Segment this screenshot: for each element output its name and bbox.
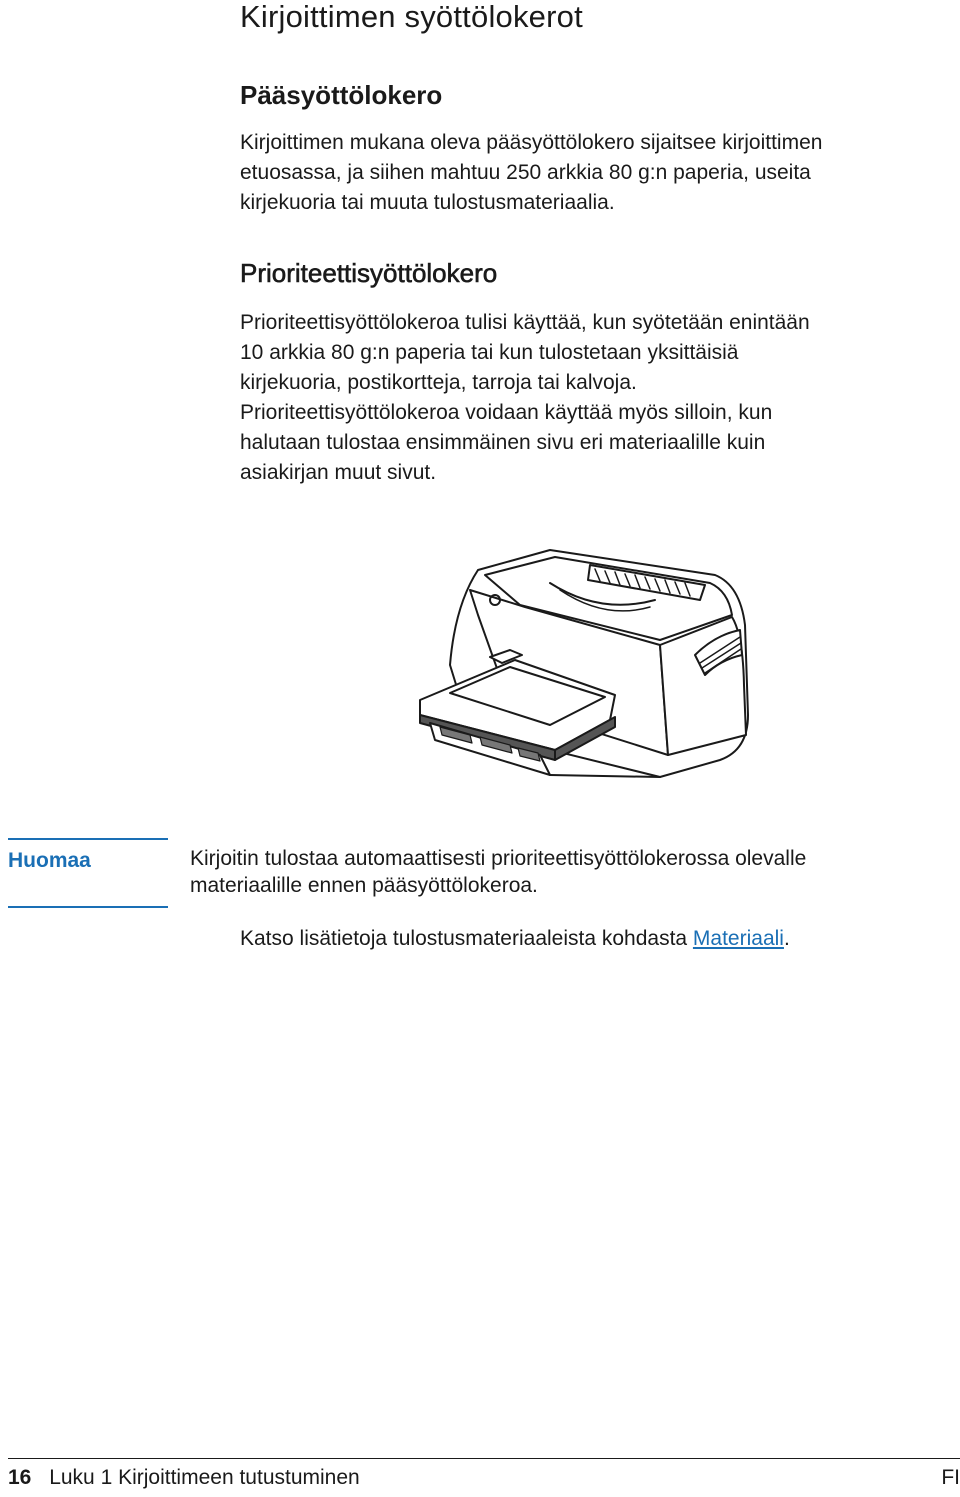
- paragraph-line: Prioriteettisyöttölokeroa tulisi käyttää, kun syötetään enintään: [240, 311, 810, 334]
- paragraph-line: 10 arkkia 80 g:n paperia tai kun tulostetaan yksittäisiä: [240, 341, 739, 364]
- note-line: materiaalille ennen pääsyöttölokeroa.: [190, 874, 538, 897]
- main-tray-paragraph: [240, 128, 940, 218]
- priority-tray-paragraph: [240, 308, 940, 488]
- see-also-prefix: Katso lisätietoja tulostusmateriaaleista kohdasta: [240, 927, 693, 950]
- paragraph-line: kirjekuoria, postikortteja, tarroja tai kalvoja.: [240, 371, 637, 394]
- note-line: Kirjoitin tulostaa automaattisesti prioriteettisyöttölokerossa olevalle: [190, 847, 807, 870]
- chapter-title: Luku 1 Kirjoittimeen tutustuminen: [49, 1466, 360, 1489]
- language-code: FI: [941, 1466, 960, 1489]
- page-title: Kirjoittimen syöttölokerot: [240, 0, 583, 34]
- paragraph-line: asiakirjan muut sivut.: [240, 461, 437, 484]
- printer-illustration-icon: [410, 545, 755, 795]
- priority-tray-heading: Prioriteettisyöttölokero: [240, 258, 498, 288]
- paragraph-line: halutaan tulostaa ensimmäinen sivu eri materiaalille kuin: [240, 431, 766, 454]
- materiaali-link[interactable]: Materiaali: [692, 927, 784, 950]
- note-rule-bottom: [8, 906, 168, 908]
- paragraph-line: Prioriteettisyöttölokeroa voidaan käyttää myös silloin, kun: [240, 401, 773, 424]
- note-label: Huomaa: [8, 849, 91, 872]
- see-also-suffix: .: [783, 927, 790, 950]
- paragraph-line: etuosassa, ja siihen mahtuu 250 arkkia 80 g:n paperia, useita: [240, 161, 811, 184]
- footer-rule: [8, 1458, 960, 1459]
- page-footer: [8, 1463, 960, 1495]
- main-tray-heading: Pääsyöttölokero: [240, 80, 443, 110]
- paragraph-line: kirjekuoria tai muuta tulostusmateriaalia.: [240, 191, 615, 214]
- note-block: [8, 838, 168, 910]
- page-number: 16: [8, 1466, 32, 1489]
- note-text: [190, 845, 950, 899]
- see-also-text: [240, 924, 790, 954]
- paragraph-line: Kirjoittimen mukana oleva pääsyöttölokero sijaitsee kirjoittimen: [240, 131, 823, 154]
- note-rule-top: [8, 838, 168, 840]
